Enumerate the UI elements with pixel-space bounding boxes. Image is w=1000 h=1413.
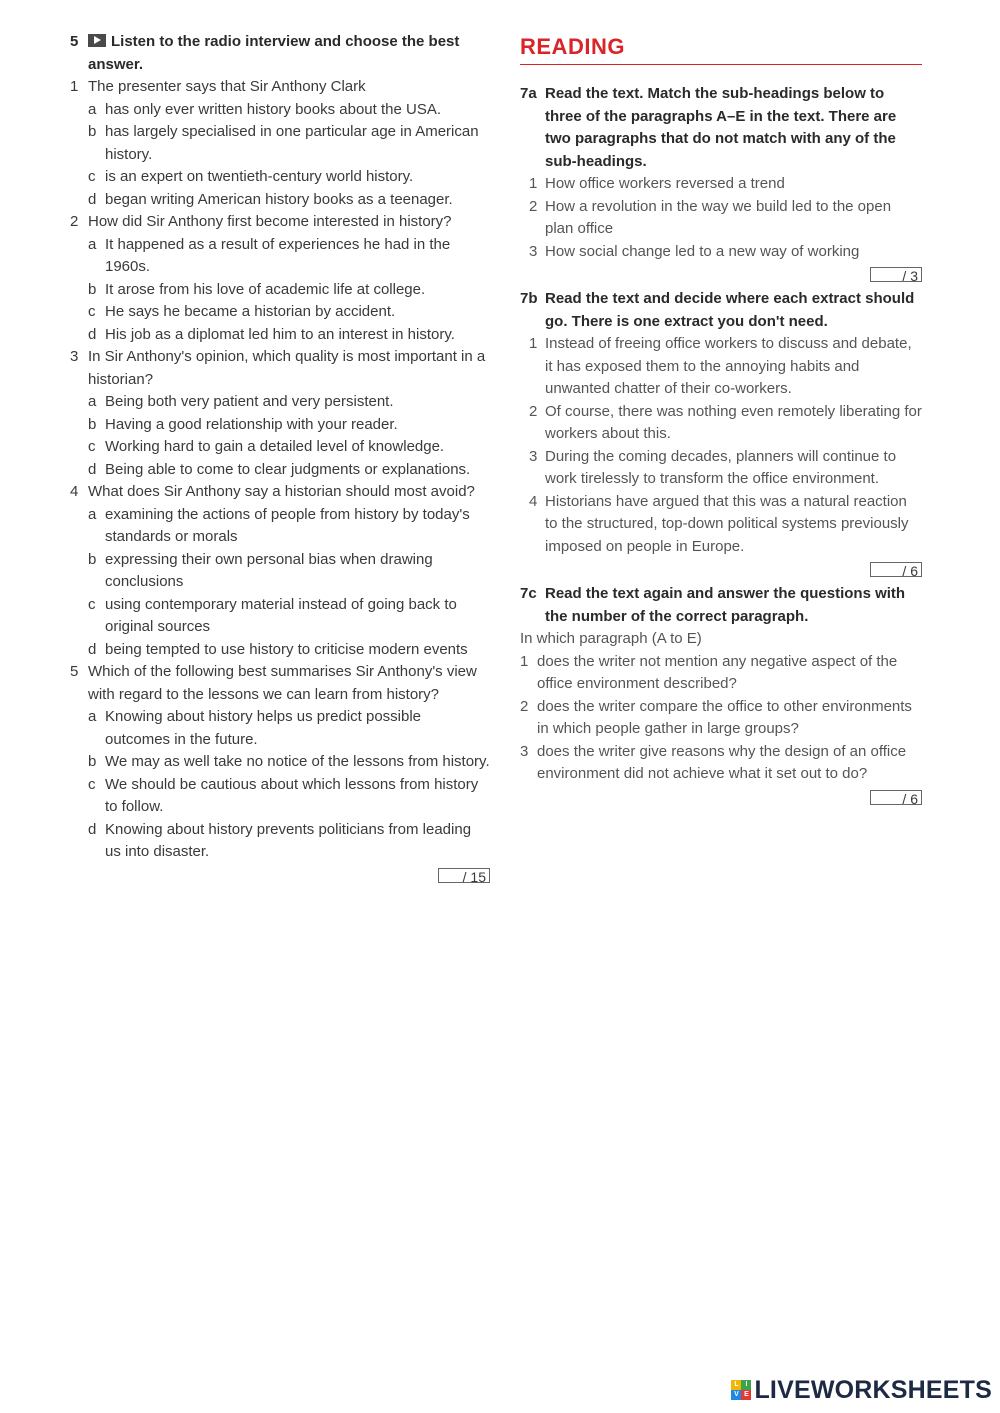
option-text: We may as well take no notice of the lessons from history. — [105, 753, 490, 770]
extract-item — [520, 401, 922, 446]
option-text: has only ever written history books about the USA. — [105, 100, 442, 118]
question — [70, 346, 490, 391]
option-letter: c — [88, 595, 96, 613]
option-letter: c — [88, 775, 96, 793]
listening-section — [70, 31, 490, 889]
logo-letter: E — [741, 1390, 751, 1400]
answer-option[interactable] — [70, 301, 490, 324]
item-text: does the writer not mention any negative aspect of the office environment described? — [537, 652, 898, 692]
option-text: expressing their own personal bias when drawing conclusions — [105, 550, 433, 590]
question — [70, 481, 490, 504]
question-number: 3 — [70, 348, 79, 365]
option-letter: b — [88, 550, 97, 568]
option-text: is an expert on twentieth-century world history. — [105, 168, 414, 185]
extract-item — [520, 491, 922, 559]
option-letter: c — [88, 168, 96, 185]
score-value: / 6 — [870, 790, 922, 805]
option-letter: d — [88, 460, 97, 478]
answer-option[interactable] — [70, 819, 490, 864]
item-number: 2 — [529, 197, 538, 215]
option-text: Knowing about history helps us predict possible outcomes in the future. — [105, 708, 422, 748]
option-text: It happened as a result of experiences he had in the 1960s. — [105, 235, 451, 275]
question-text: Which of the following best summarises Sir Anthony's view with regard to the lessons we can learn from history? — [88, 663, 477, 703]
item-text: does the writer compare the office to other environments in which people gather in large groups? — [537, 697, 912, 737]
item-text: How a revolution in the way we build led to the open plan office — [545, 197, 892, 237]
question-number: 4 — [70, 483, 79, 500]
logo-letter: I — [741, 1380, 751, 1390]
task-7c-score-box — [520, 790, 922, 807]
answer-option[interactable] — [70, 189, 490, 212]
answer-option[interactable] — [70, 594, 490, 639]
answer-option[interactable] — [70, 459, 490, 482]
paragraph-question — [520, 696, 922, 741]
answer-option[interactable] — [70, 504, 490, 549]
option-letter: c — [88, 303, 96, 320]
logo-letter: V — [731, 1390, 741, 1400]
reading-title: READING — [520, 31, 922, 65]
option-text: Knowing about history prevents politicians from leading us into disaster. — [105, 820, 472, 860]
paragraph-question — [520, 741, 922, 786]
answer-option[interactable] — [70, 436, 490, 459]
item-text: How social change led to a new way of working — [545, 242, 860, 260]
task-7a-instruction — [520, 83, 922, 173]
option-text: using contemporary material instead of going back to original sources — [105, 595, 457, 635]
task-number: 7c — [520, 585, 537, 602]
answer-option[interactable] — [70, 751, 490, 774]
task-7a-score-box — [520, 267, 922, 284]
option-letter: d — [88, 325, 97, 343]
task-7c-instruction — [520, 583, 922, 628]
sub-heading-item — [520, 241, 922, 264]
answer-option[interactable] — [70, 324, 490, 347]
answer-option[interactable] — [70, 166, 490, 189]
question — [70, 211, 490, 234]
reading-section — [520, 31, 922, 811]
question-number: 5 — [70, 663, 79, 680]
option-letter: d — [88, 640, 97, 658]
audio-play-icon[interactable] — [88, 34, 106, 47]
liveworksheets-logo-icon — [731, 1380, 751, 1400]
item-text: Of course, there was nothing even remotely liberating for workers about this. — [545, 402, 922, 442]
answer-option[interactable] — [70, 639, 490, 662]
question-text: In Sir Anthony's opinion, which quality is most important in a historian? — [88, 348, 486, 388]
question — [70, 661, 490, 706]
item-number: 3 — [529, 447, 538, 465]
option-letter: a — [88, 100, 97, 118]
item-number: 2 — [529, 402, 538, 420]
score-value: / 15 — [438, 868, 490, 883]
option-text: being tempted to use history to criticise modern events — [105, 640, 468, 658]
item-text: Historians have argued that this was a natural reaction to the structured, top-down political systems previously imposed on people in Europe. — [545, 492, 909, 555]
sub-heading-item — [520, 196, 922, 241]
answer-option[interactable] — [70, 99, 490, 122]
answer-option[interactable] — [70, 121, 490, 166]
option-text: Having a good relationship with your reader. — [105, 415, 398, 433]
item-text: does the writer give reasons why the design of an office environment did not achieve what it set out to do? — [537, 742, 907, 782]
question — [70, 76, 490, 99]
task-instruction: Read the text again and answer the questions with the number of the correct paragraph. — [545, 585, 906, 625]
question-text: How did Sir Anthony first become interested in history? — [88, 213, 452, 230]
sub-heading-item — [520, 173, 922, 196]
item-number: 3 — [529, 242, 538, 260]
option-letter: b — [88, 753, 97, 770]
option-letter: a — [88, 393, 97, 410]
option-letter: a — [88, 505, 97, 523]
task-7c-lead: In which paragraph (A to E) — [520, 630, 702, 647]
option-text: Being both very patient and very persistent. — [105, 393, 394, 410]
answer-option[interactable] — [70, 391, 490, 414]
question-number: 2 — [70, 213, 79, 230]
item-text: During the coming decades, planners will continue to work tirelessly to transform the office environment. — [545, 447, 897, 487]
item-number: 3 — [520, 742, 529, 760]
item-number: 1 — [529, 175, 538, 192]
option-letter: d — [88, 820, 97, 838]
option-text: began writing American history books as a teenager. — [105, 190, 453, 208]
answer-option[interactable] — [70, 414, 490, 437]
question-text: What does Sir Anthony say a historian should most avoid? — [88, 483, 475, 500]
item-number: 1 — [529, 335, 538, 352]
option-letter: a — [88, 708, 97, 725]
answer-option[interactable] — [70, 774, 490, 819]
task-7b-instruction — [520, 288, 922, 333]
score-value: / 3 — [870, 267, 922, 282]
option-text: His job as a diplomat led him to an interest in history. — [105, 325, 455, 343]
exercise-number: 5 — [70, 33, 79, 50]
extract-item — [520, 333, 922, 401]
option-text: has largely specialised in one particular age in American history. — [105, 123, 479, 163]
item-text: Instead of freeing office workers to discuss and debate, it has exposed them to the annoying habits and unwanted chatter of their co-workers. — [545, 335, 912, 397]
option-text: We should be cautious about which lessons from history to follow. — [105, 775, 479, 815]
option-text: He says he became a historian by accident. — [105, 303, 396, 320]
task-number: 7a — [520, 85, 537, 102]
question-number: 1 — [70, 78, 79, 95]
exercise-5-heading — [70, 31, 490, 76]
option-letter: b — [88, 415, 97, 433]
answer-option[interactable] — [70, 706, 490, 751]
score-value: / 6 — [870, 562, 922, 577]
option-letter: b — [88, 123, 97, 140]
extract-item — [520, 446, 922, 491]
answer-option[interactable] — [70, 279, 490, 302]
option-letter: a — [88, 235, 97, 253]
question-text: The presenter says that Sir Anthony Clark — [88, 78, 366, 95]
task-7b-score-box — [520, 562, 922, 579]
option-letter: d — [88, 190, 97, 208]
option-text: It arose from his love of academic life at college. — [105, 280, 426, 298]
exercise-instruction: Listen to the radio interview and choose the best answer. — [88, 33, 460, 73]
option-text: Being able to come to clear judgments or explanations. — [105, 460, 471, 478]
liveworksheets-brand — [731, 1377, 992, 1403]
item-number: 4 — [529, 492, 538, 510]
listening-score-box — [70, 868, 490, 885]
task-instruction: Read the text. Match the sub-headings below to three of the paragraphs A–E in the text. There are two paragraphs that do not match with any of the sub-headings. — [545, 85, 897, 170]
task-instruction: Read the text and decide where each extract should go. There is one extract you don't need. — [545, 290, 915, 330]
option-text: examining the actions of people from history by today's standards or morals — [105, 505, 470, 545]
paragraph-question — [520, 651, 922, 696]
item-text: How office workers reversed a trend — [545, 175, 785, 192]
brand-name: LIVEWORKSHEETS — [754, 1375, 992, 1404]
option-letter: b — [88, 280, 97, 298]
option-text: Working hard to gain a detailed level of knowledge. — [105, 438, 445, 455]
answer-option[interactable] — [70, 234, 490, 279]
answer-option[interactable] — [70, 549, 490, 594]
option-letter: c — [88, 438, 96, 455]
item-number: 2 — [520, 697, 529, 715]
logo-letter: L — [731, 1380, 741, 1390]
task-number: 7b — [520, 290, 538, 307]
item-number: 1 — [520, 652, 529, 670]
question-list — [70, 76, 490, 864]
